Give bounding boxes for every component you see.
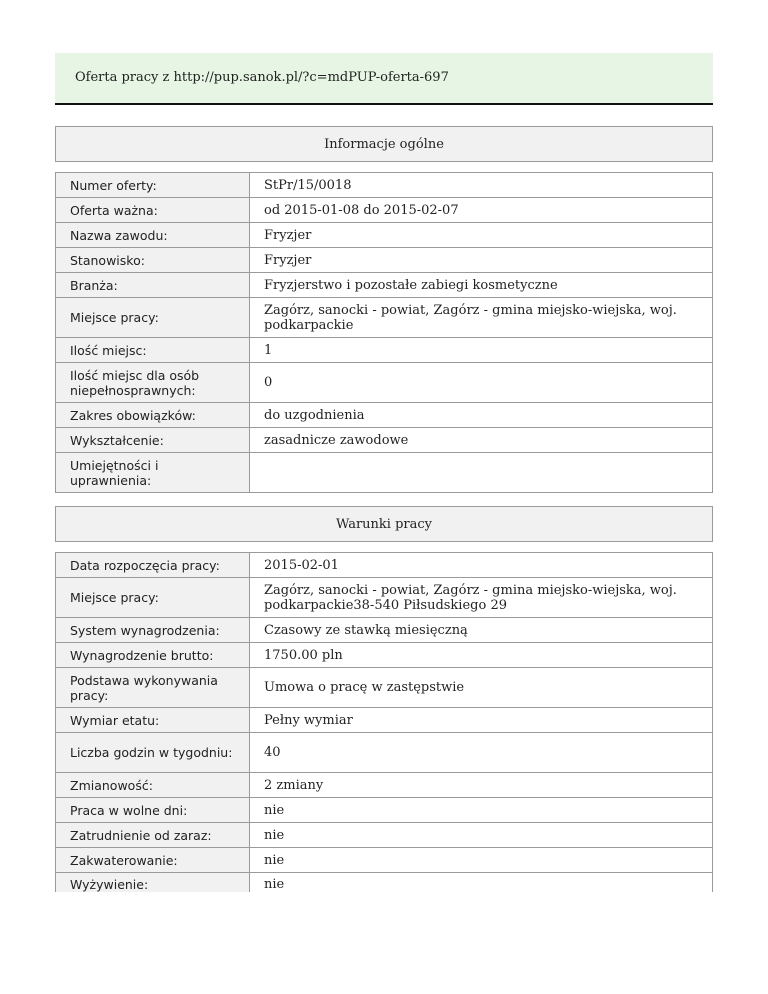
table-row: [56, 403, 713, 428]
table-row: [56, 733, 713, 773]
table-row: [56, 798, 713, 823]
table-row: [56, 823, 713, 848]
row-label: Wyżywienie:: [56, 873, 250, 893]
row-value: nie: [250, 823, 713, 848]
row-label: Liczba godzin w tygodniu:: [56, 733, 250, 773]
row-value: nie: [250, 873, 713, 893]
conditions-table: [55, 552, 713, 892]
section-title-general: Informacje ogólne: [55, 126, 713, 162]
row-label: Umiejętności i uprawnienia:: [56, 453, 250, 493]
row-value: nie: [250, 848, 713, 873]
row-label: Wykształcenie:: [56, 428, 250, 453]
table-row: [56, 708, 713, 733]
row-value: od 2015-01-08 do 2015-02-07: [250, 198, 713, 223]
row-value: 40: [250, 733, 713, 773]
row-value: Fryzjer: [250, 223, 713, 248]
table-row: [56, 643, 713, 668]
table-row: [56, 848, 713, 873]
row-value: Fryzjer: [250, 248, 713, 273]
row-value: Zagórz, sanocki - powiat, Zagórz - gmina miejsko-wiejska, woj. podkarpackie38-540 Piłsudskiego 29: [250, 578, 713, 618]
row-value: 1: [250, 338, 713, 363]
table-row: [56, 173, 713, 198]
table-row: [56, 618, 713, 643]
row-value: Pełny wymiar: [250, 708, 713, 733]
row-label: Nazwa zawodu:: [56, 223, 250, 248]
row-label: Praca w wolne dni:: [56, 798, 250, 823]
table-row: [56, 873, 713, 893]
row-label: Podstawa wykonywania pracy:: [56, 668, 250, 708]
row-label: Oferta ważna:: [56, 198, 250, 223]
row-label: Ilość miejsc dla osób niepełnosprawnych:: [56, 363, 250, 403]
row-label: Zakwaterowanie:: [56, 848, 250, 873]
table-row: [56, 578, 713, 618]
row-label: System wynagrodzenia:: [56, 618, 250, 643]
table-row: [56, 248, 713, 273]
row-label: Branża:: [56, 273, 250, 298]
table-row: [56, 198, 713, 223]
row-label: Wymiar etatu:: [56, 708, 250, 733]
row-label: Ilość miejsc:: [56, 338, 250, 363]
offer-source-text: Oferta pracy z http://pup.sanok.pl/?c=mdPUP-oferta-697: [75, 70, 449, 85]
table-row: [56, 363, 713, 403]
row-value: Czasowy ze stawką miesięczną: [250, 618, 713, 643]
table-row: [56, 773, 713, 798]
row-value: 1750.00 pln: [250, 643, 713, 668]
offer-source-header: [55, 53, 713, 105]
row-value: do uzgodnienia: [250, 403, 713, 428]
table-row: [56, 428, 713, 453]
table-row: [56, 298, 713, 338]
row-label: Miejsce pracy:: [56, 578, 250, 618]
row-label: Zakres obowiązków:: [56, 403, 250, 428]
general-info-table: [55, 172, 713, 493]
row-value: 2015-02-01: [250, 553, 713, 578]
table-row: [56, 453, 713, 493]
row-label: Zmianowość:: [56, 773, 250, 798]
table-row: [56, 223, 713, 248]
table-row: [56, 338, 713, 363]
row-value: zasadnicze zawodowe: [250, 428, 713, 453]
row-value: Zagórz, sanocki - powiat, Zagórz - gmina miejsko-wiejska, woj. podkarpackie: [250, 298, 713, 338]
row-value: nie: [250, 798, 713, 823]
row-label: Numer oferty:: [56, 173, 250, 198]
row-value: [250, 453, 713, 493]
row-value: 0: [250, 363, 713, 403]
section-title-conditions: Warunki pracy: [55, 506, 713, 542]
row-value: Fryzjerstwo i pozostałe zabiegi kosmetyczne: [250, 273, 713, 298]
row-label: Stanowisko:: [56, 248, 250, 273]
row-label: Wynagrodzenie brutto:: [56, 643, 250, 668]
table-row: [56, 553, 713, 578]
row-label: Zatrudnienie od zaraz:: [56, 823, 250, 848]
table-row: [56, 668, 713, 708]
row-value: Umowa o pracę w zastępstwie: [250, 668, 713, 708]
table-row: [56, 273, 713, 298]
row-value: 2 zmiany: [250, 773, 713, 798]
row-label: Miejsce pracy:: [56, 298, 250, 338]
row-label: Data rozpoczęcia pracy:: [56, 553, 250, 578]
row-value: StPr/15/0018: [250, 173, 713, 198]
